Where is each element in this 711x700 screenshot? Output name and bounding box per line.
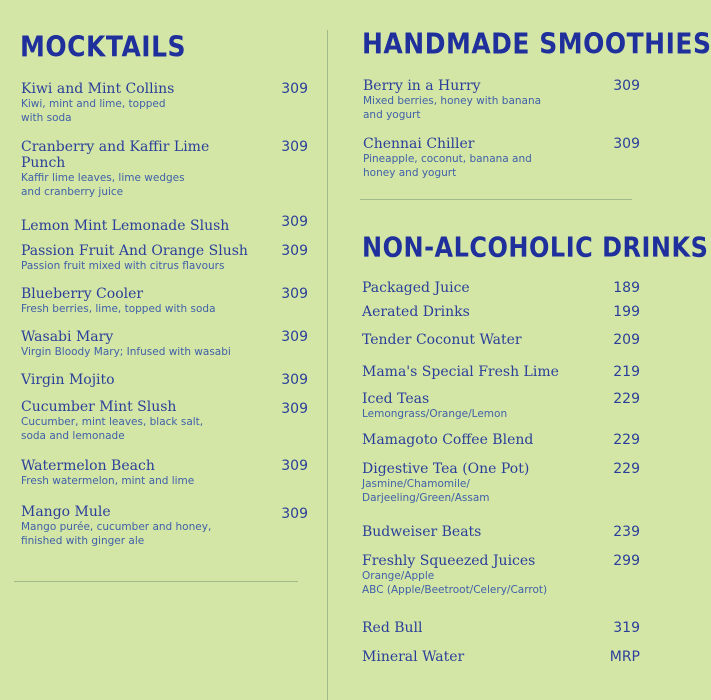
item-name: Packaged Juice	[362, 280, 470, 296]
item-price: 199	[613, 304, 640, 320]
item-price: 309	[281, 329, 308, 345]
smoothies-bottom-rule	[360, 199, 632, 200]
menu-item-packaged-juice	[362, 280, 470, 296]
item-description: and yogurt	[363, 109, 421, 121]
item-price: 229	[613, 432, 640, 448]
item-price: 309	[281, 81, 308, 97]
item-name: Wasabi Mary	[21, 329, 114, 345]
item-description: Passion fruit mixed with citrus flavours	[21, 260, 225, 272]
menu-item-lemon-mint-lemonade-slush	[21, 218, 229, 234]
item-description: ABC (Apple/Beetroot/Celery/Carrot)	[362, 584, 548, 596]
item-description: honey and yogurt	[363, 167, 457, 179]
item-price: 309	[281, 139, 308, 155]
item-price: 299	[613, 553, 640, 569]
item-price: 309	[613, 78, 640, 94]
item-name: Berry in a Hurry	[363, 78, 481, 94]
non-alcoholic-heading: NON-ALCOHOLIC DRINKS	[362, 231, 709, 264]
item-description: Kiwi, mint and lime, topped	[21, 98, 166, 110]
item-description: Fresh watermelon, mint and lime	[21, 475, 195, 487]
item-price: 309	[281, 372, 308, 388]
item-name: Cranberry and Kaffir Lime	[21, 139, 210, 155]
menu-item-passion-fruit-orange-slush	[21, 243, 248, 273]
menu-item-red-bull	[362, 620, 423, 636]
item-description: Cucumber, mint leaves, black salt,	[21, 416, 204, 428]
item-price: 239	[613, 524, 640, 540]
item-description: Pineapple, coconut, banana and	[363, 153, 532, 165]
item-price: 309	[281, 458, 308, 474]
item-name: Mango Mule	[21, 504, 111, 520]
menu-item-freshly-squeezed-juices	[362, 553, 547, 597]
item-description: soda and lemonade	[21, 430, 125, 442]
item-name: Mamagoto Coffee Blend	[362, 432, 534, 448]
mocktails-bottom-rule	[14, 581, 298, 582]
menu-item-wasabi-mary	[21, 329, 231, 359]
item-description: Jasmine/Chamomile/	[362, 478, 470, 490]
item-name: Chennai Chiller	[363, 136, 475, 152]
item-price: MRP	[609, 649, 640, 665]
item-description: and cranberry juice	[21, 186, 124, 198]
item-name: Watermelon Beach	[21, 458, 155, 474]
menu-item-budweiser-beats	[362, 524, 481, 540]
menu-item-blueberry-cooler	[21, 286, 216, 316]
item-name: Punch	[21, 155, 66, 171]
menu-item-kiwi-mint-collins	[21, 81, 174, 125]
item-price: 309	[281, 286, 308, 302]
item-name: Aerated Drinks	[362, 304, 470, 320]
item-description: with soda	[21, 112, 72, 124]
item-price: 309	[281, 243, 308, 259]
item-name: Digestive Tea (One Pot)	[362, 461, 530, 477]
item-description: Virgin Bloody Mary; Infused with wasabi	[21, 346, 231, 358]
item-price: 309	[281, 214, 308, 230]
menu-item-mamas-special-fresh-lime	[362, 364, 559, 380]
item-description: Fresh berries, lime, topped with soda	[21, 303, 216, 315]
item-name: Iced Teas	[362, 391, 430, 407]
item-name: Budweiser Beats	[362, 524, 482, 540]
smoothies-heading: HANDMADE SMOOTHIES	[362, 27, 711, 61]
item-price: 309	[281, 401, 308, 417]
menu-item-berry-in-a-hurry	[363, 78, 541, 122]
menu-item-digestive-tea	[362, 461, 529, 505]
item-name: Kiwi and Mint Collins	[21, 81, 175, 97]
item-description: Darjeeling/Green/Assam	[362, 492, 490, 504]
item-name: Mineral Water	[362, 649, 465, 665]
item-description: Orange/Apple	[362, 570, 435, 582]
item-name: Red Bull	[362, 620, 423, 636]
menu-item-iced-teas	[362, 391, 507, 421]
item-price: 309	[613, 136, 640, 152]
item-name: Mama's Special Fresh Lime	[362, 364, 559, 380]
item-price: 319	[613, 620, 640, 636]
item-description: Kaffir lime leaves, lime wedges	[21, 172, 185, 184]
item-name: Lemon Mint Lemonade Slush	[21, 218, 230, 234]
menu-item-tender-coconut-water	[362, 332, 522, 348]
item-name: Tender Coconut Water	[362, 332, 522, 348]
menu-item-cranberry-kaffir-lime-punch	[21, 139, 209, 199]
item-description: Lemongrass/Orange/Lemon	[362, 408, 508, 420]
item-price: 229	[613, 391, 640, 407]
item-name: Cucumber Mint Slush	[21, 399, 177, 415]
menu-item-chennai-chiller	[363, 136, 532, 180]
item-name: Blueberry Cooler	[21, 286, 144, 302]
menu-item-mamagoto-coffee-blend	[362, 432, 533, 448]
item-name: Freshly Squeezed Juices	[362, 553, 536, 569]
item-price: 189	[613, 280, 640, 296]
menu-item-watermelon-beach	[21, 458, 194, 488]
menu-item-virgin-mojito	[21, 372, 115, 388]
mocktails-heading: MOCKTAILS	[20, 30, 187, 64]
item-description: Mixed berries, honey with banana	[363, 95, 542, 107]
item-price: 219	[613, 364, 640, 380]
item-price: 309	[281, 506, 308, 522]
item-name: Virgin Mojito	[21, 372, 115, 388]
menu-item-mango-mule	[21, 504, 211, 548]
item-price: 209	[613, 332, 640, 348]
column-divider	[327, 30, 328, 700]
item-description: finished with ginger ale	[21, 535, 145, 547]
menu-item-aerated-drinks	[362, 304, 470, 320]
menu-item-mineral-water	[362, 649, 464, 665]
menu-item-cucumber-mint-slush	[21, 399, 203, 443]
item-description: Mango purée, cucumber and honey,	[21, 521, 212, 533]
item-price: 229	[613, 461, 640, 477]
item-name: Passion Fruit And Orange Slush	[21, 243, 248, 259]
